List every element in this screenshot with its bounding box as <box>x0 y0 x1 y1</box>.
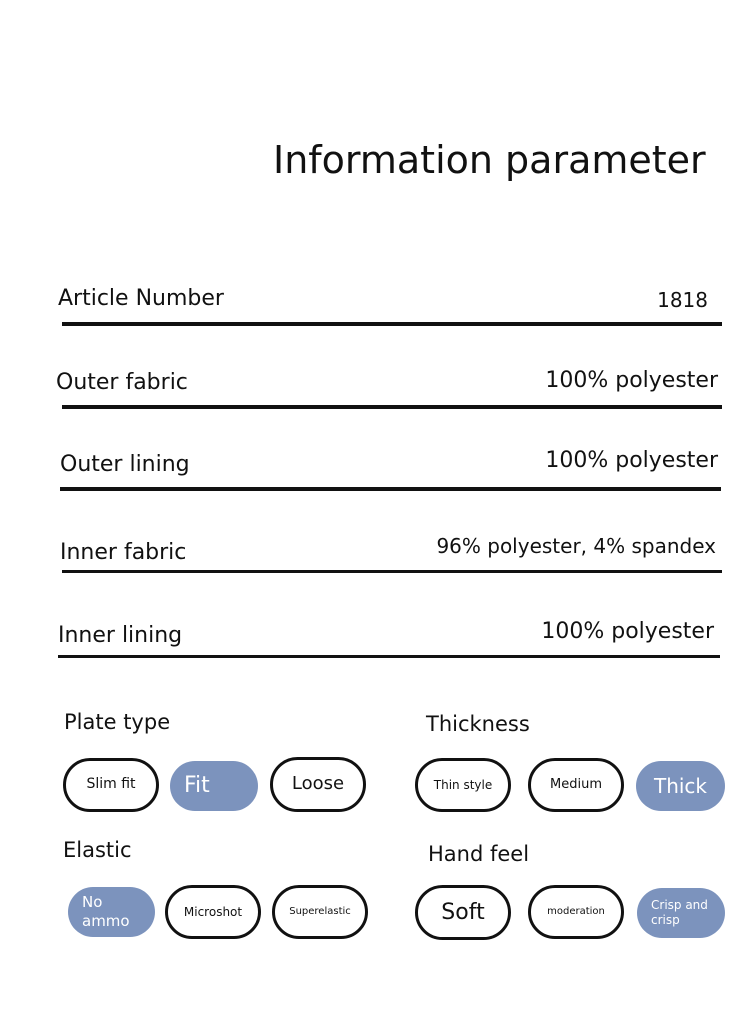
divider-line <box>62 570 722 573</box>
divider-line <box>60 487 721 491</box>
divider-line <box>62 322 722 326</box>
option-microshot[interactable]: Microshot <box>165 885 261 939</box>
param-value: 1818 <box>657 288 708 312</box>
option-no-ammo[interactable]: No ammo <box>68 887 155 937</box>
option-fit[interactable]: Fit <box>170 761 258 811</box>
param-value: 100% polyester <box>545 448 718 473</box>
page-title: Information parameter <box>273 138 706 182</box>
option-slim-fit[interactable]: Slim fit <box>63 758 159 812</box>
param-label: Article Number <box>58 286 224 311</box>
option-soft[interactable]: Soft <box>415 885 511 940</box>
option-moderation[interactable]: moderation <box>528 885 624 939</box>
option-loose[interactable]: Loose <box>270 757 366 812</box>
section-title: Thickness <box>426 712 530 736</box>
option-superelastic[interactable]: Superelastic <box>272 885 368 939</box>
param-value: 100% polyester <box>541 619 714 644</box>
section-title: Hand feel <box>428 842 530 866</box>
option-thick[interactable]: Thick <box>636 761 725 811</box>
option-thin-style[interactable]: Thin style <box>415 758 511 812</box>
param-value: 96% polyester, 4% spandex <box>436 534 716 558</box>
param-label: Inner fabric <box>60 540 187 565</box>
param-label: Outer fabric <box>56 370 188 395</box>
param-value: 100% polyester <box>545 368 718 393</box>
section-title: Elastic <box>63 838 132 862</box>
option-crisp-and-crisp[interactable]: Crisp and crisp <box>637 888 725 938</box>
divider-line <box>58 655 720 658</box>
option-medium[interactable]: Medium <box>528 758 624 812</box>
section-title: Plate type <box>64 710 171 734</box>
param-label: Outer lining <box>60 452 190 477</box>
divider-line <box>62 405 722 409</box>
param-label: Inner lining <box>58 623 183 648</box>
